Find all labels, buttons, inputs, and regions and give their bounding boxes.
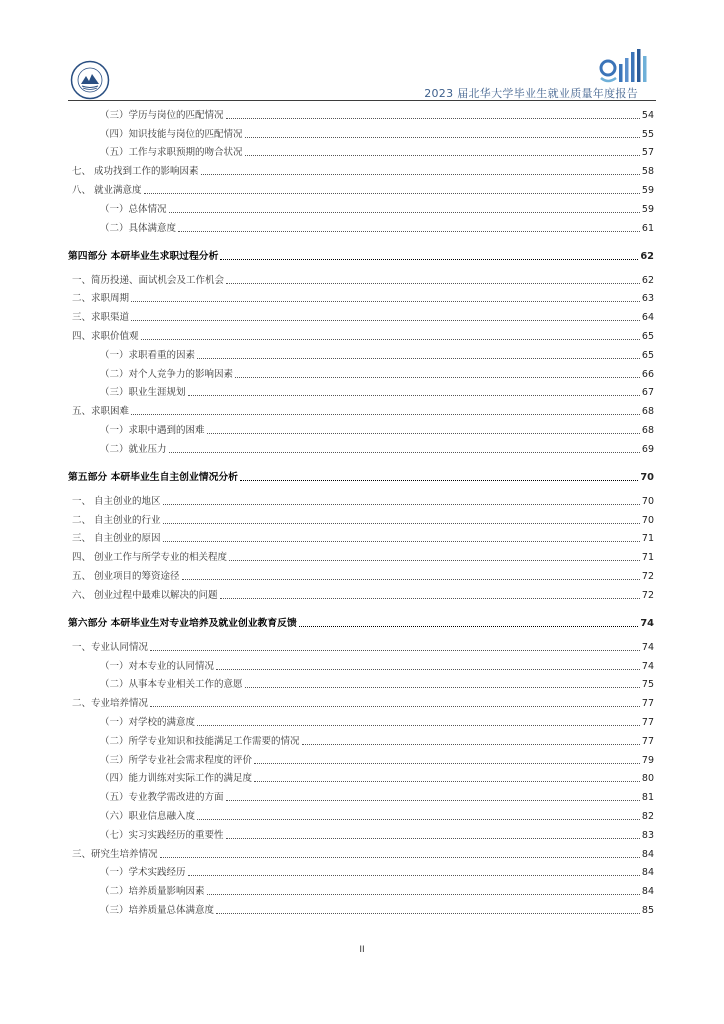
toc-page-number: 61 xyxy=(641,222,654,234)
toc-dot-leader xyxy=(197,725,640,726)
toc-dot-leader xyxy=(226,838,640,839)
toc-entry-label: （五）工作与求职预期的吻合状况 xyxy=(100,147,243,159)
toc-dot-leader xyxy=(141,339,640,340)
toc-page-number: 84 xyxy=(641,886,654,898)
toc-entry[interactable] xyxy=(68,823,654,842)
toc-entry-label: （三）学历与岗位的匹配情况 xyxy=(100,109,224,121)
toc-entry[interactable] xyxy=(68,141,654,160)
toc-dot-leader xyxy=(226,118,640,119)
toc-page-number: 85 xyxy=(641,904,654,916)
toc-dot-leader xyxy=(163,504,640,505)
toc-page-number: 72 xyxy=(641,589,654,601)
toc-dot-leader xyxy=(197,358,640,359)
toc-entry-label: （七）实习实践经历的重要性 xyxy=(100,829,224,841)
toc-page-number: 68 xyxy=(641,406,654,418)
toc-entry[interactable] xyxy=(68,216,654,235)
page-number: II xyxy=(359,945,365,955)
toc-page-number: 80 xyxy=(641,773,654,785)
toc-dot-leader xyxy=(245,687,640,688)
toc-dot-leader xyxy=(240,480,638,481)
toc-entry-label: 一、简历投递、面试机会及工作机会 xyxy=(72,274,225,286)
toc-entry[interactable] xyxy=(68,861,654,880)
toc-entry-label: （四）知识技能与岗位的匹配情况 xyxy=(100,128,243,140)
toc-entry[interactable] xyxy=(68,842,654,861)
toc-dot-leader xyxy=(302,744,640,745)
toc-dot-leader xyxy=(226,800,640,801)
toc-dot-leader xyxy=(150,650,640,651)
toc-entry[interactable] xyxy=(68,767,654,786)
toc-page-number: 64 xyxy=(641,312,654,324)
toc-dot-leader xyxy=(245,155,640,156)
toc-page-number: 62 xyxy=(640,250,654,262)
toc-entry[interactable] xyxy=(68,197,654,216)
toc-entry[interactable] xyxy=(68,545,654,564)
toc-dot-leader xyxy=(207,894,640,895)
toc-entry-label: （一）总体情况 xyxy=(100,203,167,215)
toc-entry-label: 八、 就业满意度 xyxy=(72,184,142,196)
toc-entry[interactable] xyxy=(68,484,654,508)
toc-entry-label: （二）对个人竞争力的影响因素 xyxy=(100,368,234,380)
toc-entry-label: （二）所学专业知识和技能满足工作需要的情况 xyxy=(100,735,300,747)
toc-entry-label: 七、 成功找到工作的影响因素 xyxy=(72,166,199,178)
toc-entry-label: 二、专业培养情况 xyxy=(72,698,149,710)
toc-page-number: 75 xyxy=(641,679,654,691)
toc-entry[interactable] xyxy=(68,103,654,122)
toc-entry-label: （一）求职看重的因素 xyxy=(100,349,196,361)
toc-dot-leader xyxy=(169,212,640,213)
toc-entry-label: （二）就业压力 xyxy=(100,443,167,455)
table-of-contents xyxy=(68,103,654,917)
toc-page-number: 79 xyxy=(641,754,654,766)
toc-dot-leader xyxy=(188,875,640,876)
toc-dot-leader xyxy=(169,452,640,453)
toc-dot-leader xyxy=(245,137,640,138)
toc-entry[interactable] xyxy=(68,710,654,729)
toc-page-number: 84 xyxy=(641,848,654,860)
toc-page-number: 58 xyxy=(641,166,654,178)
toc-entry-label: 六、 创业过程中最难以解决的问题 xyxy=(72,589,218,601)
toc-part-heading[interactable] xyxy=(68,235,654,263)
toc-dot-leader xyxy=(163,523,640,524)
toc-dot-leader xyxy=(235,377,640,378)
toc-dot-leader xyxy=(220,598,640,599)
toc-entry[interactable] xyxy=(68,122,654,141)
toc-entry-label: 五、求职困难 xyxy=(72,406,130,418)
toc-page-number: 65 xyxy=(641,330,654,342)
toc-entry[interactable] xyxy=(68,362,654,381)
toc-entry-label: （三）所学专业社会需求程度的评价 xyxy=(100,754,253,766)
university-seal-logo xyxy=(70,60,110,100)
toc-page-number: 54 xyxy=(641,109,654,121)
toc-page-number: 69 xyxy=(641,443,654,455)
toc-dot-leader xyxy=(188,395,640,396)
toc-entry-label: 一、 自主创业的地区 xyxy=(72,495,161,507)
toc-entry-label: （二）具体满意度 xyxy=(100,222,177,234)
toc-page-number: 77 xyxy=(641,716,654,728)
toc-entry-label: 四、 创业工作与所学专业的相关程度 xyxy=(72,552,228,564)
toc-dot-leader xyxy=(131,414,640,415)
toc-part-heading[interactable] xyxy=(68,602,654,630)
toc-entry[interactable] xyxy=(68,159,654,178)
toc-entry-label: （四）能力训练对实际工作的满足度 xyxy=(100,773,253,785)
toc-entry[interactable] xyxy=(68,583,654,602)
toc-entry-label: 三、求职渠道 xyxy=(72,312,130,324)
toc-dot-leader xyxy=(254,781,640,782)
toc-page-number: 74 xyxy=(641,660,654,672)
toc-entry[interactable] xyxy=(68,804,654,823)
toc-entry[interactable] xyxy=(68,630,654,654)
toc-entry-label: （一）对学校的满意度 xyxy=(100,716,196,728)
toc-entry-label: 一、专业认同情况 xyxy=(72,641,149,653)
toc-entry[interactable] xyxy=(68,508,654,527)
report-header-title: 2023 届北华大学毕业生就业质量年度报告 xyxy=(424,87,638,100)
toc-dot-leader xyxy=(207,433,640,434)
report-brand-logo xyxy=(598,48,652,86)
toc-page-number: 62 xyxy=(641,274,654,286)
toc-entry[interactable] xyxy=(68,748,654,767)
toc-page-number: 83 xyxy=(641,829,654,841)
toc-entry-label: 三、 自主创业的原因 xyxy=(72,533,161,545)
toc-dot-leader xyxy=(150,706,640,707)
toc-page-number: 70 xyxy=(641,514,654,526)
toc-dot-leader xyxy=(131,301,640,302)
toc-page-number: 74 xyxy=(641,641,654,653)
toc-page-number: 70 xyxy=(640,471,654,483)
toc-entry-label: （五）专业教学需改进的方面 xyxy=(100,792,224,804)
toc-page-number: 71 xyxy=(641,533,654,545)
toc-page-number: 59 xyxy=(641,184,654,196)
toc-entry[interactable] xyxy=(68,564,654,583)
toc-page-number: 74 xyxy=(640,617,654,629)
toc-entry-label: 二、求职周期 xyxy=(72,293,130,305)
toc-entry[interactable] xyxy=(68,305,654,324)
toc-entry[interactable] xyxy=(68,437,654,456)
toc-dot-leader xyxy=(216,913,640,914)
toc-entry-label: （六）职业信息融入度 xyxy=(100,810,196,822)
toc-entry[interactable] xyxy=(68,729,654,748)
toc-dot-leader xyxy=(254,763,640,764)
toc-entry-label: 二、 自主创业的行业 xyxy=(72,514,161,526)
toc-page-number: 57 xyxy=(641,147,654,159)
toc-entry-label: 五、 创业项目的筹资途径 xyxy=(72,570,180,582)
toc-entry-label: 三、研究生培养情况 xyxy=(72,848,158,860)
toc-entry-label: （三）培养质量总体满意度 xyxy=(100,904,215,916)
toc-entry-label: （三）职业生涯规划 xyxy=(100,387,186,399)
toc-entry[interactable] xyxy=(68,527,654,546)
toc-entry[interactable] xyxy=(68,418,654,437)
toc-entry-label: 四、求职价值观 xyxy=(72,330,139,342)
toc-dot-leader xyxy=(182,579,640,580)
toc-dot-leader xyxy=(220,259,638,260)
toc-page-number: 72 xyxy=(641,570,654,582)
toc-page-number: 71 xyxy=(641,552,654,564)
toc-dot-leader xyxy=(178,231,640,232)
toc-entry[interactable] xyxy=(68,673,654,692)
toc-entry-label: （二）从事本专业相关工作的意愿 xyxy=(100,679,243,691)
toc-dot-leader xyxy=(144,193,640,194)
header-divider xyxy=(68,100,656,101)
toc-page-number: 63 xyxy=(641,293,654,305)
toc-entry-label: （一）学术实践经历 xyxy=(100,867,186,879)
toc-entry[interactable] xyxy=(68,287,654,306)
toc-page-number: 59 xyxy=(641,203,654,215)
toc-dot-leader xyxy=(160,857,640,858)
toc-dot-leader xyxy=(229,560,640,561)
toc-entry[interactable] xyxy=(68,898,654,917)
toc-dot-leader xyxy=(299,626,639,627)
toc-page-number: 67 xyxy=(641,387,654,399)
toc-entry-label: （二）培养质量影响因素 xyxy=(100,886,205,898)
toc-page-number: 81 xyxy=(641,792,654,804)
toc-entry-label: 第四部分 本研毕业生求职过程分析 xyxy=(68,250,219,262)
toc-page-number: 65 xyxy=(641,349,654,361)
toc-page-number: 82 xyxy=(641,810,654,822)
toc-part-heading[interactable] xyxy=(68,456,654,484)
toc-dot-leader xyxy=(163,541,640,542)
toc-page-number: 77 xyxy=(641,698,654,710)
toc-page-number: 55 xyxy=(641,128,654,140)
toc-entry[interactable] xyxy=(68,343,654,362)
toc-entry-label: （一）求职中遇到的困难 xyxy=(100,424,205,436)
toc-entry-label: 第六部分 本研毕业生对专业培养及就业创业教育反馈 xyxy=(68,617,297,629)
toc-dot-leader xyxy=(226,283,640,284)
toc-entry[interactable] xyxy=(68,691,654,710)
toc-page-number: 84 xyxy=(641,867,654,879)
toc-entry[interactable] xyxy=(68,178,654,197)
toc-dot-leader xyxy=(197,819,640,820)
toc-entry-label: 第五部分 本研毕业生自主创业情况分析 xyxy=(68,471,238,483)
toc-page-number: 66 xyxy=(641,368,654,380)
toc-entry[interactable] xyxy=(68,785,654,804)
toc-entry[interactable] xyxy=(68,263,654,287)
toc-page-number: 68 xyxy=(641,424,654,436)
toc-page-number: 77 xyxy=(641,735,654,747)
toc-entry[interactable] xyxy=(68,399,654,418)
toc-entry[interactable] xyxy=(68,879,654,898)
toc-entry[interactable] xyxy=(68,654,654,673)
toc-dot-leader xyxy=(216,669,640,670)
toc-dot-leader xyxy=(201,174,640,175)
toc-entry[interactable] xyxy=(68,324,654,343)
toc-page-number: 70 xyxy=(641,495,654,507)
toc-entry[interactable] xyxy=(68,381,654,400)
toc-entry-label: （一）对本专业的认同情况 xyxy=(100,660,215,672)
toc-dot-leader xyxy=(131,320,640,321)
